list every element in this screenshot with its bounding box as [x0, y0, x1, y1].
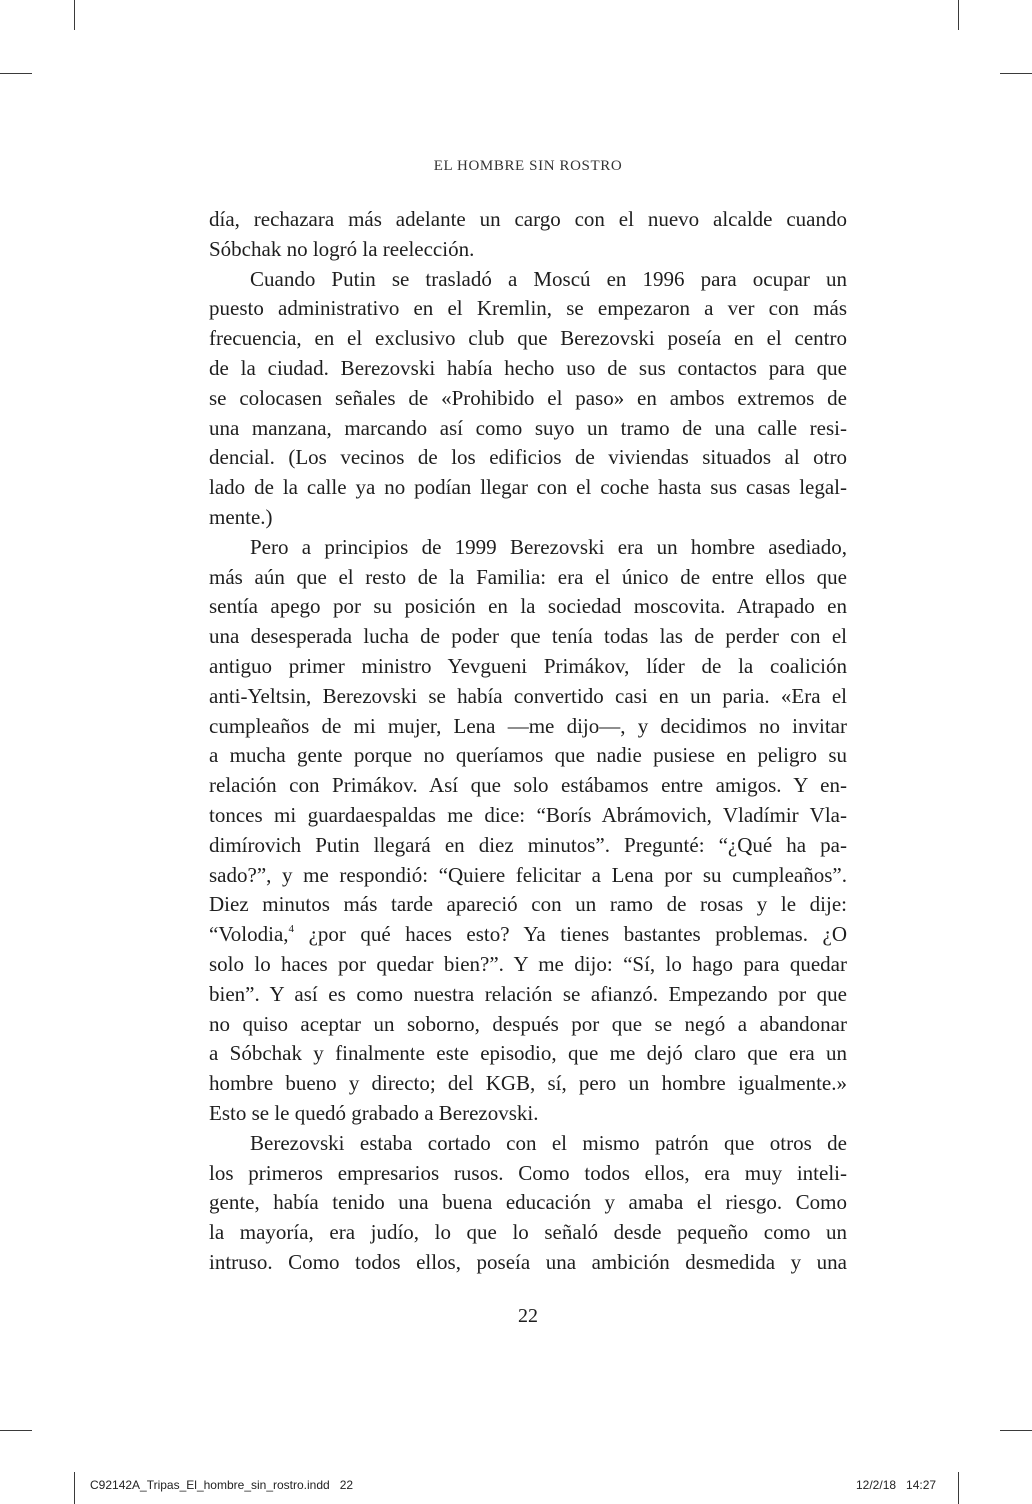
text-line: sado?”, y me respondió: “Quiere felicitar a Lena por su cumpleaños”.: [209, 862, 847, 887]
running-head: EL HOMBRE SIN ROSTRO: [433, 158, 623, 174]
crop-mark-bottom-right-h: [1000, 1430, 1032, 1431]
text-line: de la ciudad. Berezovski había hecho uso de sus contactos para que: [209, 355, 847, 380]
crop-mark-top-left-h: [0, 73, 32, 74]
body-text: [209, 205, 847, 1278]
crop-mark-top-right-h: [1000, 73, 1032, 74]
text-line: mente.): [209, 504, 273, 529]
slug-date: 12/2/18 14:27: [856, 1478, 937, 1492]
text-line: dencial. (Los vecinos de los edificios de viviendas situados al otro: [209, 445, 847, 470]
text-line: no quiso aceptar un soborno, después por que se negó a abandonar: [209, 1011, 847, 1036]
crop-mark-bottom-left-h: [0, 1430, 32, 1431]
text-line: gente, había tenido una buena educación y amaba el riesgo. Como: [209, 1190, 847, 1215]
text-line: solo lo haces por quedar bien?”. Y me dijo: “Sí, lo hago para quedar: [209, 951, 847, 976]
crop-mark-top-right: [958, 0, 959, 30]
crop-mark-bottom-right: [958, 1472, 959, 1504]
text-line: anti-Yeltsin, Berezovski se había convertido casi en un paria. «Era el: [209, 683, 847, 708]
crop-mark-bottom-left: [74, 1472, 75, 1504]
text-line: más aún que el resto de la Familia: era el único de entre ellos que: [209, 564, 847, 589]
text-line: cumpleaños de mi mujer, Lena —me dijo—, y decidimos no invitar: [209, 713, 847, 738]
text-line: a Sóbchak y finalmente este episodio, que me dejó claro que era un: [209, 1041, 847, 1066]
text-line: Berezovski estaba cortado con el mismo patrón que otros de: [250, 1130, 847, 1155]
text-line: relación con Primákov. Así que solo estábamos entre amigos. Y en-: [209, 773, 847, 798]
text-line: se colocasen señales de «Prohibido el paso» en ambos extremos de: [209, 385, 847, 410]
page-number: 22: [518, 1305, 538, 1327]
text-line: la mayoría, era judío, lo que lo señaló desde pequeño como un: [209, 1220, 847, 1245]
text-line: Sóbchak no logró la reelección.: [209, 236, 475, 261]
text-segment: “Volodia,: [209, 922, 289, 947]
text-line: bien”. Y así es como nuestra relación se afianzó. Empezando por que: [209, 981, 847, 1006]
text-line: una desesperada lucha de poder que tenía todas las de perder con el: [209, 624, 847, 649]
slug-filename: C92142A_Tripas_El_hombre_sin_rostro.indd 22: [90, 1478, 354, 1492]
text-line: Esto se le quedó grabado a Berezovski.: [209, 1100, 539, 1125]
text-line: dimírovich Putin llegará en diez minutos”. Pregunté: “¿Qué ha pa-: [209, 832, 847, 857]
text-line: sentía apego por su posición en la sociedad moscovita. Atrapado en: [209, 594, 847, 619]
text-line: antiguo primer ministro Yevgueni Primákov, líder de la coalición: [209, 653, 847, 678]
crop-mark-top-left: [74, 0, 75, 30]
text-line: lado de la calle ya no podían llegar con el coche hasta sus casas legal-: [209, 475, 847, 500]
text-line: frecuencia, en el exclusivo club que Berezovski poseía en el centro: [209, 326, 847, 351]
text-line: una manzana, marcando así como suyo un tramo de una calle resi-: [209, 415, 847, 440]
text-line: a mucha gente porque no queríamos que nadie pusiese en peligro su: [209, 743, 847, 768]
text-segment: ¿por qué haces esto? Ya tienes bastantes problemas. ¿O: [308, 922, 847, 947]
text-line: los primeros empresarios rusos. Como todos ellos, era muy inteli-: [209, 1160, 847, 1185]
text-line: tonces mi guardaespaldas me dice: “Borís Abrámovich, Vladímir Vla-: [209, 802, 847, 827]
text-line: intruso. Como todos ellos, poseía una ambición desmedida y una: [209, 1249, 847, 1274]
text-line: Cuando Putin se trasladó a Moscú en 1996 para ocupar un: [250, 266, 847, 291]
text-line: Pero a principios de 1999 Berezovski era un hombre asediado,: [250, 534, 847, 559]
text-line-with-footnote: [209, 920, 847, 950]
text-line: día, rechazara más adelante un cargo con el nuevo alcalde cuando: [209, 207, 847, 231]
text-line: hombre bueno y directo; del KGB, sí, pero un hombre igualmente.»: [209, 1071, 847, 1096]
text-line: Diez minutos más tarde apareció con un ramo de rosas y le dije:: [209, 892, 847, 917]
text-line: puesto administrativo en el Kremlin, se empezaron a ver con más: [209, 296, 847, 321]
footnote-reference: 4: [288, 923, 295, 936]
